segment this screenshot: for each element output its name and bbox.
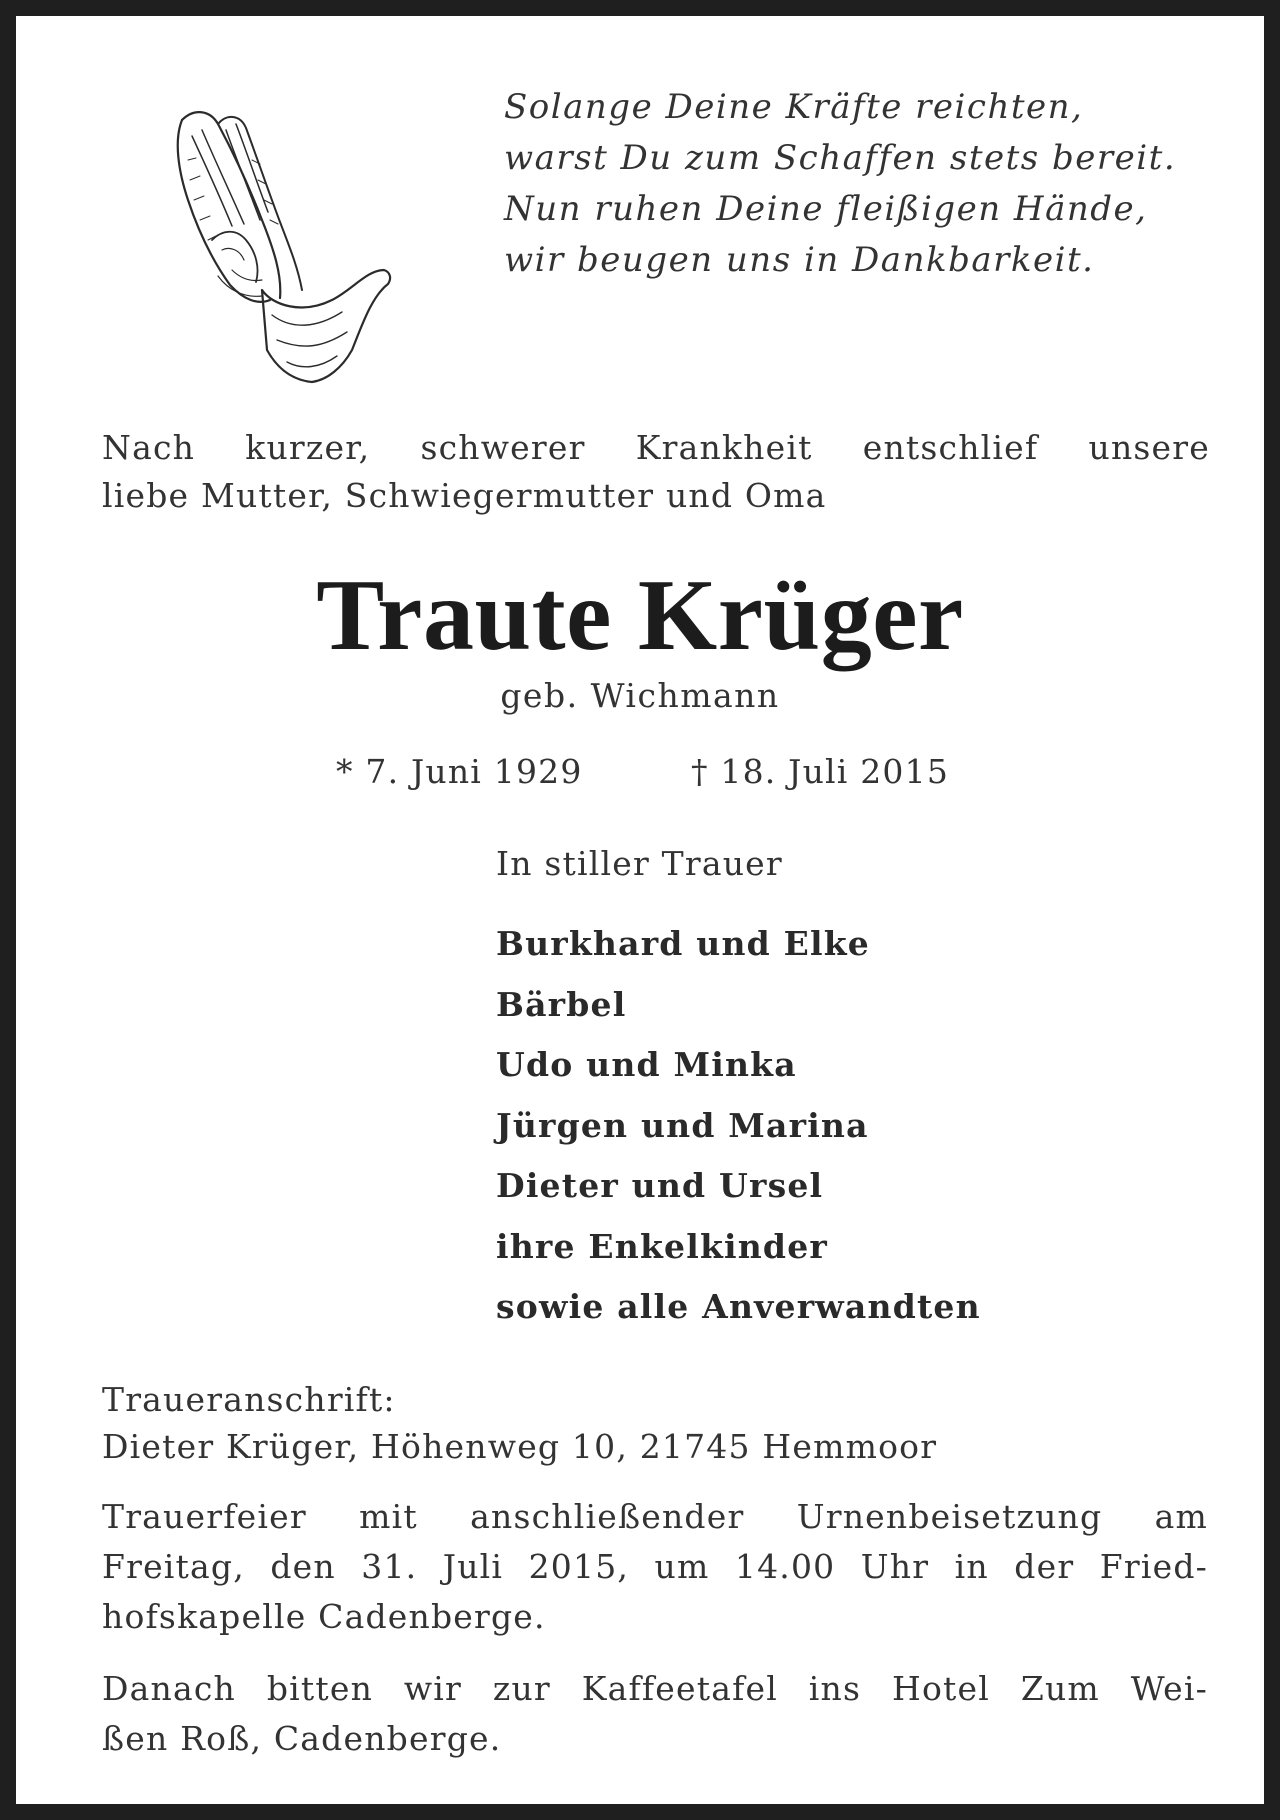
mourning-heading: In stiller Trauer [496,844,783,883]
verse-line: warst Du zum Schaffen stets bereit. [504,138,1177,178]
paragraph-line: Danach bitten wir zur Kaffeetafel ins Hotel Zum Wei- [102,1669,1208,1708]
paragraph-line: Freitag, den 31. Juli 2015, um 14.00 Uhr in der Fried- [102,1547,1208,1586]
list-item: Udo und Minka [496,1045,797,1084]
paragraph-line: ßen Roß, Cadenberge. [102,1719,502,1758]
reception-paragraph [102,1664,1208,1764]
list-item: Burkhard und Elke [496,924,870,963]
verse-poem [504,82,1176,286]
address-value: Dieter Krüger, Höhenweg 10, 21745 Hemmoor [102,1427,938,1466]
mourning-address [102,1376,937,1470]
verse-line: Nun ruhen Deine fleißigen Hände, [504,189,1148,229]
intro-line: Nach kurzer, schwerer Krankheit entschlief unsere [102,428,1210,467]
praying-hands-icon [152,100,402,390]
birth-date: * 7. Juni 1929 [336,752,583,791]
mourners-list [496,914,981,1338]
paragraph-line: Trauerfeier mit anschließender Urnenbeisetzung am [102,1497,1208,1536]
list-item: ihre Enkelkinder [496,1226,828,1266]
list-item: Bärbel [496,984,627,1024]
paragraph-line: hofskapelle Cadenberge. [102,1597,546,1636]
death-date: † 18. Juli 2015 [691,752,950,791]
ceremony-paragraph [102,1492,1208,1642]
address-label: Traueranschrift: [102,1380,396,1419]
list-item: Jürgen und Marina [496,1105,869,1145]
verse-line: Solange Deine Kräfte reichten, [504,87,1084,127]
intro-text [102,424,1210,520]
verse-line: wir beugen uns in Dankbarkeit. [504,240,1095,280]
list-item: sowie alle Anverwandten [496,1287,981,1326]
maiden-name: geb. Wichmann [500,676,780,715]
list-item: Dieter und Ursel [496,1166,824,1205]
intro-line: liebe Mutter, Schwiegermutter und Oma [102,476,827,515]
deceased-name: Traute Krüger [316,559,964,672]
